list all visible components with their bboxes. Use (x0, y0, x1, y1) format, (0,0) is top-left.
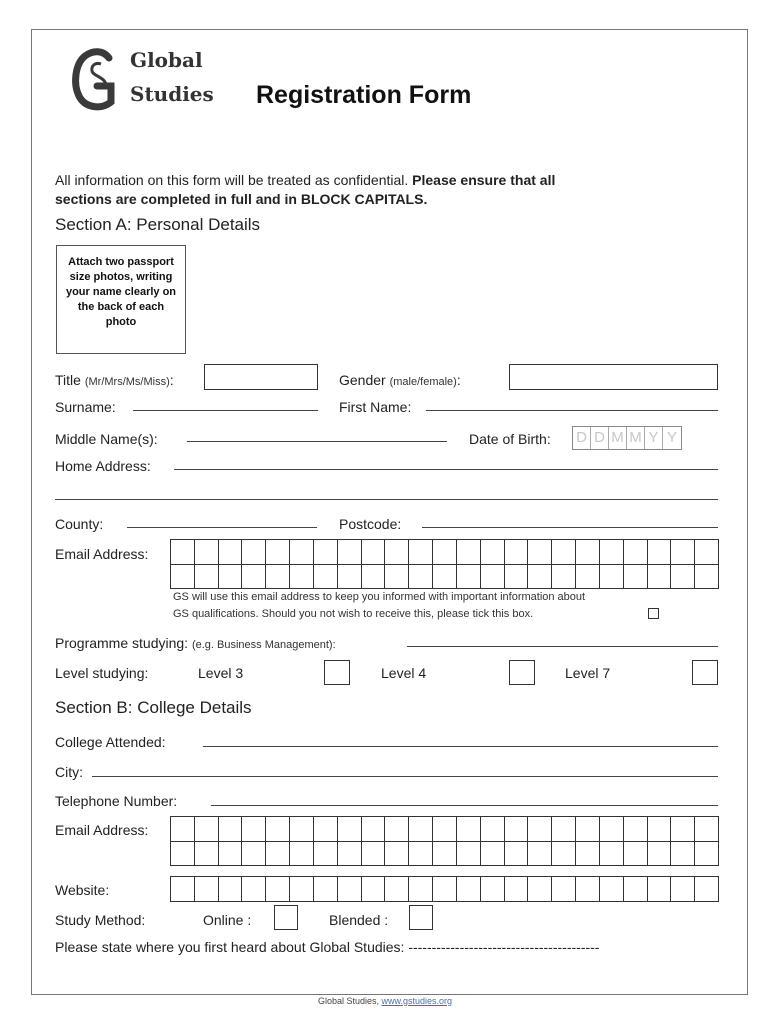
char-cell[interactable] (552, 565, 576, 590)
char-cell[interactable] (576, 842, 600, 867)
registration-form-page (31, 29, 748, 995)
dob-cell[interactable]: D (573, 427, 591, 449)
photo-note-box (56, 245, 186, 354)
char-cell[interactable] (505, 540, 529, 565)
postcode-label: Postcode: (339, 516, 402, 532)
char-cell[interactable] (385, 877, 409, 902)
study-method-label: Study Method: (55, 912, 146, 928)
email-label-b: Email Address: (55, 822, 149, 838)
college-label: College Attended: (55, 734, 166, 750)
section-b-heading: Section B: College Details (55, 698, 252, 717)
char-cell[interactable] (457, 540, 481, 565)
char-cell[interactable] (385, 565, 409, 590)
char-cell[interactable] (338, 817, 362, 842)
global-studies-logo-icon (65, 44, 125, 114)
gender-label: Gender (339, 372, 386, 388)
website-grid[interactable] (170, 876, 719, 902)
char-cell[interactable] (600, 817, 624, 842)
char-cell[interactable] (552, 877, 576, 902)
char-cell[interactable] (695, 877, 719, 902)
heard-about-label: Please state where you first heard about Global Studies: ----------------------------------------- (55, 939, 600, 955)
char-cell[interactable] (409, 842, 433, 867)
char-cell[interactable] (552, 540, 576, 565)
char-cell[interactable] (648, 540, 672, 565)
char-cell[interactable] (171, 817, 195, 842)
email-optout-checkbox[interactable] (648, 608, 659, 619)
char-cell[interactable] (505, 565, 529, 590)
logo-text-studies: Studies (130, 82, 214, 106)
char-cell[interactable] (219, 842, 243, 867)
char-cell[interactable] (648, 565, 672, 590)
char-cell[interactable] (671, 877, 695, 902)
char-cell[interactable] (338, 877, 362, 902)
surname-label: Surname: (55, 399, 116, 415)
dob-cell[interactable]: Y (645, 427, 663, 449)
char-cell[interactable] (362, 565, 386, 590)
online-label: Online : (203, 912, 252, 928)
char-cell[interactable] (242, 817, 266, 842)
char-cell[interactable] (409, 817, 433, 842)
char-cell[interactable] (242, 877, 266, 902)
char-cell[interactable] (600, 565, 624, 590)
char-cell[interactable] (195, 565, 219, 590)
telephone-label: Telephone Number: (55, 793, 178, 809)
city-field[interactable] (92, 776, 718, 777)
char-cell[interactable] (362, 540, 386, 565)
char-cell[interactable] (695, 817, 719, 842)
char-cell[interactable] (242, 842, 266, 867)
char-cell[interactable] (362, 877, 386, 902)
dob-cell[interactable]: D (591, 427, 609, 449)
char-cell[interactable] (219, 565, 243, 590)
char-cell[interactable] (362, 842, 386, 867)
logo-text-global: Global (130, 48, 203, 72)
char-cell[interactable] (242, 540, 266, 565)
char-cell[interactable] (624, 565, 648, 590)
char-cell[interactable] (338, 565, 362, 590)
firstname-label: First Name: (339, 399, 412, 415)
char-cell[interactable] (481, 817, 505, 842)
dob-cell[interactable]: M (609, 427, 627, 449)
char-cell[interactable] (671, 817, 695, 842)
title-input[interactable] (204, 364, 318, 390)
char-cell[interactable] (314, 877, 338, 902)
char-cell[interactable] (624, 540, 648, 565)
char-cell[interactable] (481, 565, 505, 590)
char-cell[interactable] (576, 817, 600, 842)
char-cell[interactable] (409, 565, 433, 590)
char-cell[interactable] (600, 842, 624, 867)
char-cell[interactable] (552, 842, 576, 867)
char-cell[interactable] (266, 540, 290, 565)
middlename-field[interactable] (187, 441, 447, 442)
char-cell[interactable] (671, 565, 695, 590)
dob-cell[interactable]: M (627, 427, 645, 449)
dob-cell[interactable]: Y (666, 429, 677, 446)
char-cell[interactable] (671, 842, 695, 867)
char-cell[interactable] (528, 842, 552, 867)
home-address-field-2[interactable] (55, 499, 718, 500)
dob-input[interactable] (572, 426, 682, 450)
char-cell[interactable] (576, 877, 600, 902)
dob-label: Date of Birth: (469, 431, 551, 447)
level-7-checkbox[interactable] (692, 660, 718, 685)
section-a-heading: Section A: Personal Details (55, 215, 261, 234)
email-label-a: Email Address: (55, 546, 149, 562)
char-cell[interactable] (314, 842, 338, 867)
level-label: Level studying: (55, 665, 149, 681)
char-cell[interactable] (338, 842, 362, 867)
char-cell[interactable] (600, 540, 624, 565)
char-cell[interactable] (195, 842, 219, 867)
gender-input[interactable] (509, 364, 718, 390)
char-cell[interactable] (528, 817, 552, 842)
char-cell[interactable] (648, 842, 672, 867)
char-cell[interactable] (314, 540, 338, 565)
char-cell[interactable] (219, 817, 243, 842)
char-cell[interactable] (528, 565, 552, 590)
char-cell[interactable] (481, 877, 505, 902)
programme-label-row (55, 635, 336, 651)
char-cell[interactable] (171, 842, 195, 867)
city-label: City: (55, 764, 83, 780)
form-title: Registration Form (256, 81, 472, 109)
gender-label-row: Gender (male/female): (339, 372, 461, 388)
home-address-field-1[interactable] (174, 469, 718, 470)
char-cell[interactable] (695, 540, 719, 565)
char-cell[interactable] (648, 877, 672, 902)
char-cell[interactable] (314, 817, 338, 842)
char-cell[interactable] (481, 540, 505, 565)
title-label: Title (55, 372, 81, 388)
char-cell[interactable] (433, 842, 457, 867)
gender-hint: (male/female) (389, 376, 457, 388)
char-cell[interactable] (290, 877, 314, 902)
char-cell[interactable] (385, 817, 409, 842)
char-cell[interactable] (695, 565, 719, 590)
programme-hint: (e.g. Business Management): (191, 639, 336, 651)
website-label: Website: (55, 882, 110, 898)
telephone-field[interactable] (211, 805, 718, 806)
char-cell[interactable] (290, 540, 314, 565)
blended-checkbox[interactable] (409, 905, 433, 930)
char-cell[interactable] (171, 565, 195, 590)
photo-note-text: Attach two passport size photos, writing your name clearly on the back of each photo (65, 256, 177, 328)
footer-text: Global Studies, (317, 996, 382, 1006)
char-cell[interactable] (433, 565, 457, 590)
char-cell[interactable] (195, 540, 219, 565)
footer (0, 996, 770, 1006)
level-4-label: Level 4 (381, 665, 427, 681)
char-cell[interactable] (171, 877, 195, 902)
char-cell[interactable] (624, 817, 648, 842)
char-cell[interactable] (528, 540, 552, 565)
char-cell[interactable] (505, 842, 529, 867)
postcode-field[interactable] (422, 527, 718, 528)
char-cell[interactable] (528, 877, 552, 902)
char-cell[interactable] (362, 817, 386, 842)
char-cell[interactable] (290, 817, 314, 842)
intro-bold-b: sections are completed in full and in BLOCK CAPITALS. (55, 191, 428, 207)
char-cell[interactable] (457, 817, 481, 842)
blended-label: Blended : (329, 912, 389, 928)
char-cell[interactable] (457, 565, 481, 590)
intro-normal: All information on this form will be treated as confidential. (55, 172, 413, 188)
char-cell[interactable] (552, 817, 576, 842)
middlename-label: Middle Name(s): (55, 431, 158, 447)
char-cell[interactable] (457, 877, 481, 902)
level-4-checkbox[interactable] (509, 660, 535, 685)
char-cell[interactable] (219, 877, 243, 902)
intro-bold-a: Please ensure that all (412, 172, 556, 188)
char-cell[interactable] (314, 565, 338, 590)
county-field[interactable] (127, 527, 317, 528)
char-cell[interactable] (290, 565, 314, 590)
title-hint: (Mr/Mrs/Ms/Miss) (84, 376, 170, 388)
level-3-checkbox[interactable] (324, 660, 350, 685)
char-cell[interactable] (505, 877, 529, 902)
char-cell[interactable] (505, 817, 529, 842)
college-field[interactable] (203, 746, 718, 747)
char-cell[interactable] (266, 565, 290, 590)
email-grid-b[interactable] (170, 816, 719, 866)
email-grid-a[interactable] (170, 539, 719, 589)
char-cell[interactable] (195, 817, 219, 842)
email-note-2: GS qualifications. Should you not wish to receive this, please tick this box. (173, 608, 534, 620)
surname-field[interactable] (133, 410, 318, 411)
char-cell[interactable] (695, 842, 719, 867)
char-cell[interactable] (290, 842, 314, 867)
char-cell[interactable] (385, 540, 409, 565)
char-cell[interactable] (624, 842, 648, 867)
char-cell[interactable] (266, 877, 290, 902)
char-cell[interactable] (433, 877, 457, 902)
char-cell[interactable] (409, 540, 433, 565)
char-cell[interactable] (266, 842, 290, 867)
char-cell[interactable] (481, 842, 505, 867)
online-checkbox[interactable] (274, 905, 298, 930)
char-cell[interactable] (171, 540, 195, 565)
county-label: County: (55, 516, 104, 532)
programme-field[interactable] (407, 646, 718, 647)
char-cell[interactable] (433, 817, 457, 842)
char-cell[interactable] (266, 817, 290, 842)
char-cell[interactable] (624, 877, 648, 902)
char-cell[interactable] (576, 565, 600, 590)
level-3-label: Level 3 (198, 665, 244, 681)
char-cell[interactable] (338, 540, 362, 565)
char-cell[interactable] (648, 817, 672, 842)
char-cell[interactable] (409, 877, 433, 902)
programme-label: Programme studying: (55, 635, 189, 651)
intro-text (55, 172, 555, 188)
char-cell[interactable] (242, 565, 266, 590)
char-cell[interactable] (457, 842, 481, 867)
char-cell[interactable] (195, 877, 219, 902)
title-label-row: Title (Mr/Mrs/Ms/Miss): (55, 372, 174, 388)
char-cell[interactable] (433, 540, 457, 565)
email-note-1: GS will use this email address to keep you informed with important information about (173, 591, 586, 603)
char-cell[interactable] (385, 842, 409, 867)
level-7-label: Level 7 (565, 665, 611, 681)
footer-link[interactable]: www.gstudies.org (381, 996, 453, 1006)
firstname-field[interactable] (426, 410, 718, 411)
home-address-label: Home Address: (55, 458, 151, 474)
char-cell[interactable] (671, 540, 695, 565)
char-cell[interactable] (600, 877, 624, 902)
char-cell[interactable] (219, 540, 243, 565)
char-cell[interactable] (576, 540, 600, 565)
